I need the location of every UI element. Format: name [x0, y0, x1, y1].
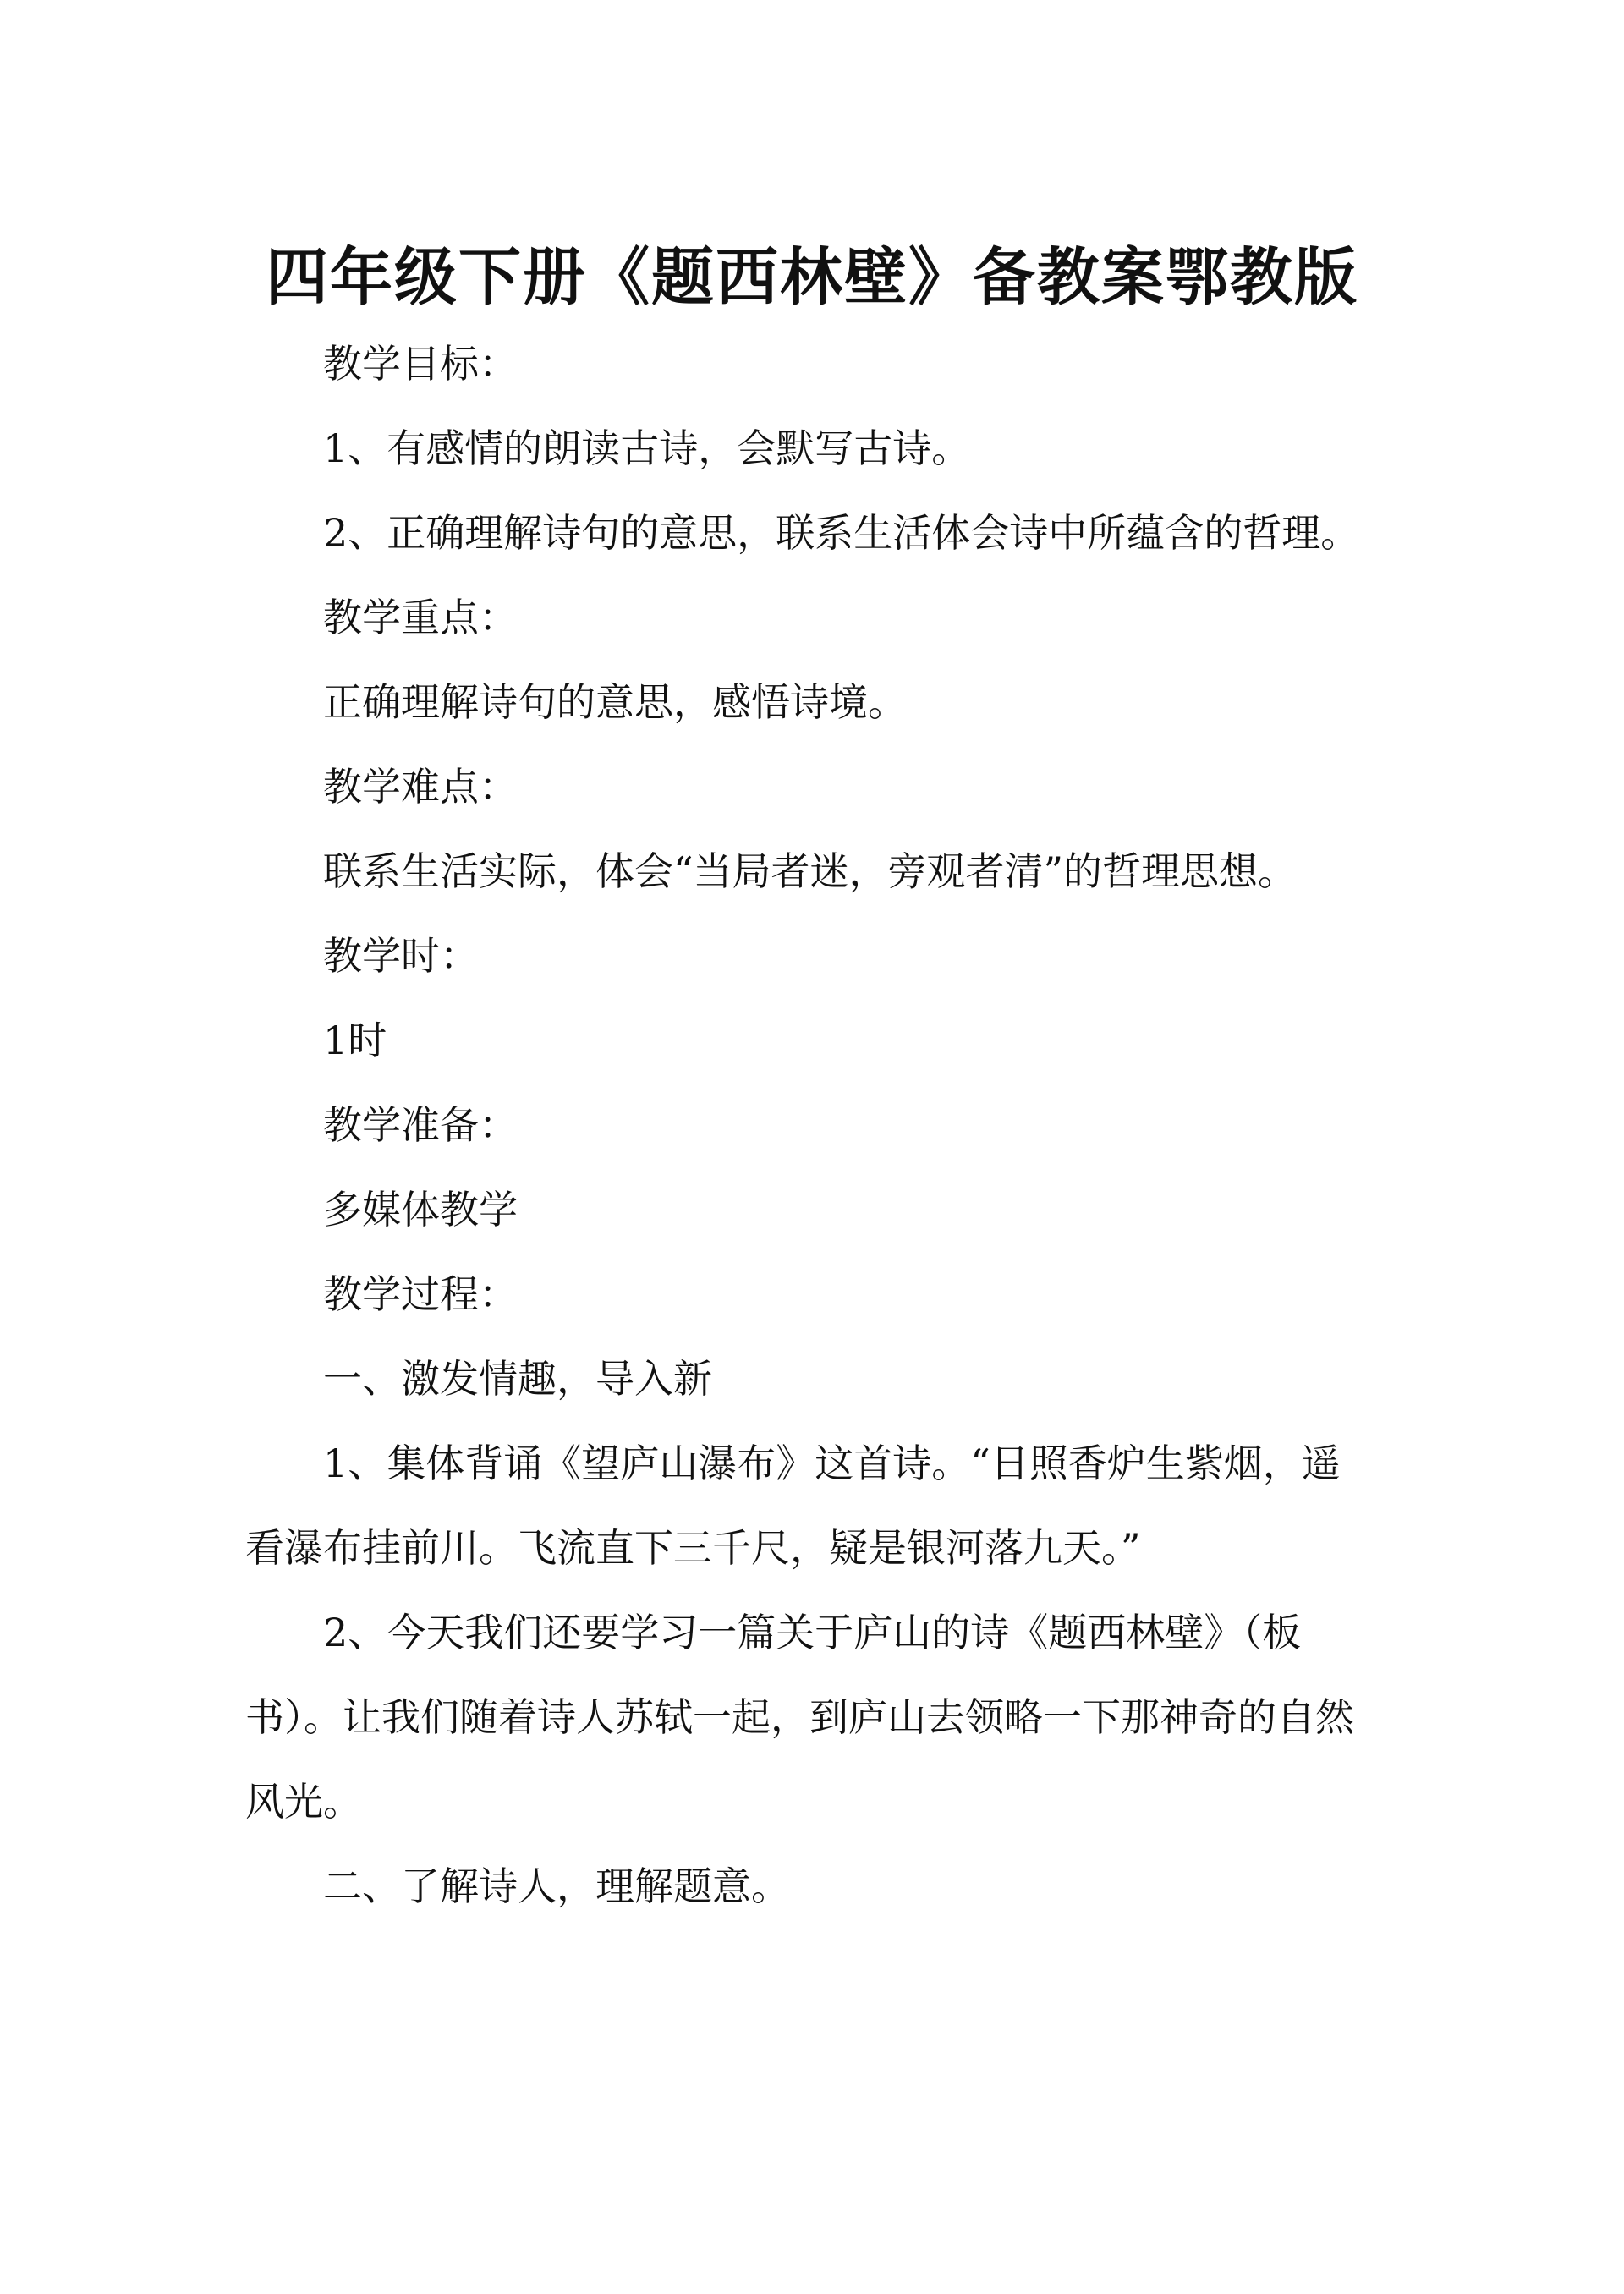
- paragraph-objective-1: 1、有感情的朗读古诗，会默写古诗。: [323, 425, 971, 471]
- document-body: [245, 321, 1379, 1929]
- paragraph-objective-2: 2、正确理解诗句的意思，联系生活体会诗中所蕴含的哲理。: [323, 510, 1360, 556]
- paragraph-step-1-item-2: 2、今天我们还要学习一篇关于庐山的诗《题西林壁》（板书）。让我们随着诗人苏轼一起，到庐山去领略一下那神奇的自然风光。: [245, 1610, 1354, 1825]
- paragraph-difficulties-heading: 教学难点：: [323, 764, 518, 809]
- paragraph-step-2-heading: 二、了解诗人，理解题意。: [323, 1863, 790, 1909]
- paragraph-preparation-heading: 教学准备：: [323, 1102, 518, 1148]
- paragraph-difficulties: 联系生活实际，体会“当局者迷，旁观者清”的哲理思想。: [323, 848, 1298, 894]
- paragraph-teaching-objectives-heading: 教学目标：: [323, 341, 518, 387]
- paragraph-key-points-heading: 教学重点：: [323, 595, 518, 640]
- paragraph-step-1-heading: 一、激发情趣，导入新: [323, 1356, 712, 1402]
- paragraph-process-heading: 教学过程：: [323, 1271, 518, 1317]
- paragraph-class-hours-heading: 教学时：: [323, 933, 479, 979]
- paragraph-class-hours: 1时: [323, 1018, 387, 1063]
- paragraph-preparation: 多媒体教学: [323, 1187, 518, 1232]
- paragraph-step-1-item-1: 1、集体背诵《望庐山瀑布》这首诗。“日照香炉生紫烟，遥看瀑布挂前川。飞流直下三千尺，疑是银河落九天。”: [245, 1441, 1341, 1571]
- paragraph-key-points: 正确理解诗句的意思，感悟诗境。: [323, 679, 907, 725]
- document-title: 四年级下册《题西林壁》备教案鄂教版: [266, 240, 1358, 314]
